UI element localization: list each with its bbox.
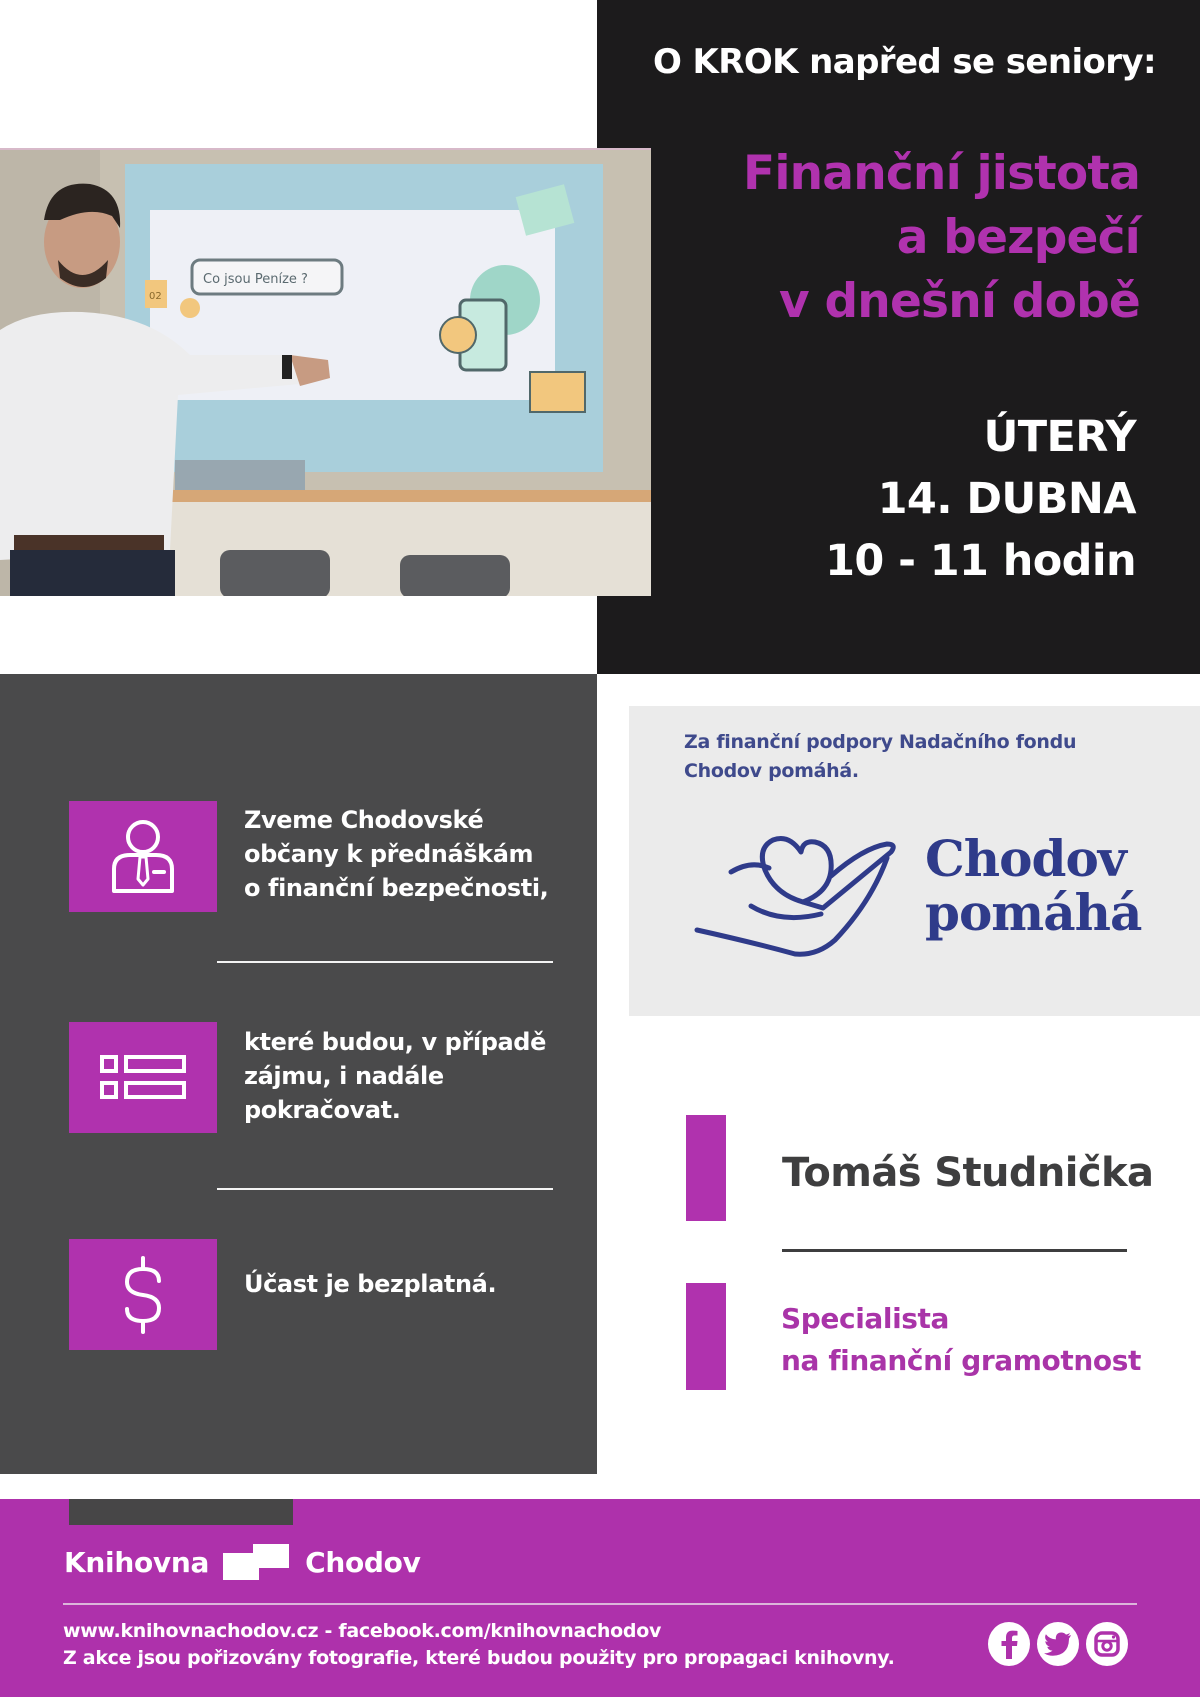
footer-text [63,1618,895,1672]
facebook-icon [999,1629,1019,1659]
info-item-3-text: Účast je bezplatná. [244,1270,497,1298]
speaker-name-accent-bar [686,1115,726,1221]
info-item-1-icon-box [69,801,217,912]
info-divider-2 [217,1188,553,1190]
info-divider-1 [217,961,553,963]
sponsor-logo-wordmark: Chodov pomáhá [925,829,1142,942]
event-series-title: O KROK napřed se seniory: [652,42,1156,82]
sponsor-note: Za finanční podpory Nadačního fondu Chodov pomáhá. [684,731,1077,782]
info-item-1-text: Zveme Chodovské občany k přednáškám o finanční bezpečnosti, [244,806,549,902]
event-date: 14. DUBNA [877,474,1136,524]
footer-photo-notice: Z akce jsou pořizovány fotografie, které budou použity pro propagaci knihovny. [63,1647,895,1669]
social-links [988,1622,1128,1666]
sponsor-box [629,706,1200,1016]
footer-decorative-tab [69,1499,293,1525]
info-item-2-text: které budou, v případě zájmu, i nadále pokračovat. [244,1028,546,1124]
library-logo-mark-icon [223,1544,289,1580]
library-logo-right: Chodov [305,1545,421,1579]
footer-links[interactable]: www.knihovnachodov.cz - facebook.com/knihovnachodov [63,1620,662,1642]
speaker-photo [0,148,651,596]
businessman-icon [108,819,178,895]
event-title [743,142,1140,334]
speaker-role-accent-bar [686,1283,726,1390]
event-title-line-3: v dnešní době [779,274,1140,329]
event-day: ÚTERÝ [983,412,1136,462]
dollar-icon [121,1255,165,1335]
event-time: 10 - 11 hodin [825,536,1136,586]
speaker-divider [782,1249,1127,1252]
info-item-2-icon-box [69,1022,217,1133]
instagram-link[interactable] [1086,1622,1128,1666]
speaker-role: Specialista na finanční gramotnost [781,1302,1141,1377]
event-title-line-1: Finanční jistota [743,146,1140,201]
library-logo-left: Knihovna [64,1545,210,1579]
twitter-link[interactable] [1037,1622,1079,1666]
library-logo [64,1544,421,1580]
info-item-3-icon-box [69,1239,217,1350]
instagram-icon [1094,1631,1120,1657]
event-title-line-2: a bezpečí [896,210,1140,265]
twitter-icon [1044,1632,1072,1656]
footer-divider [63,1603,1137,1605]
svg-text:02: 02 [149,291,162,302]
hand-heart-icon [691,832,911,962]
list-icon [100,1055,186,1101]
info-panel [0,674,597,1474]
facebook-link[interactable] [988,1622,1030,1666]
event-datetime [825,406,1136,592]
slide-caption: Co jsou Peníze ? [203,272,308,287]
speaker-name: Tomáš Studnička [782,1150,1154,1196]
footer [0,1499,1200,1697]
